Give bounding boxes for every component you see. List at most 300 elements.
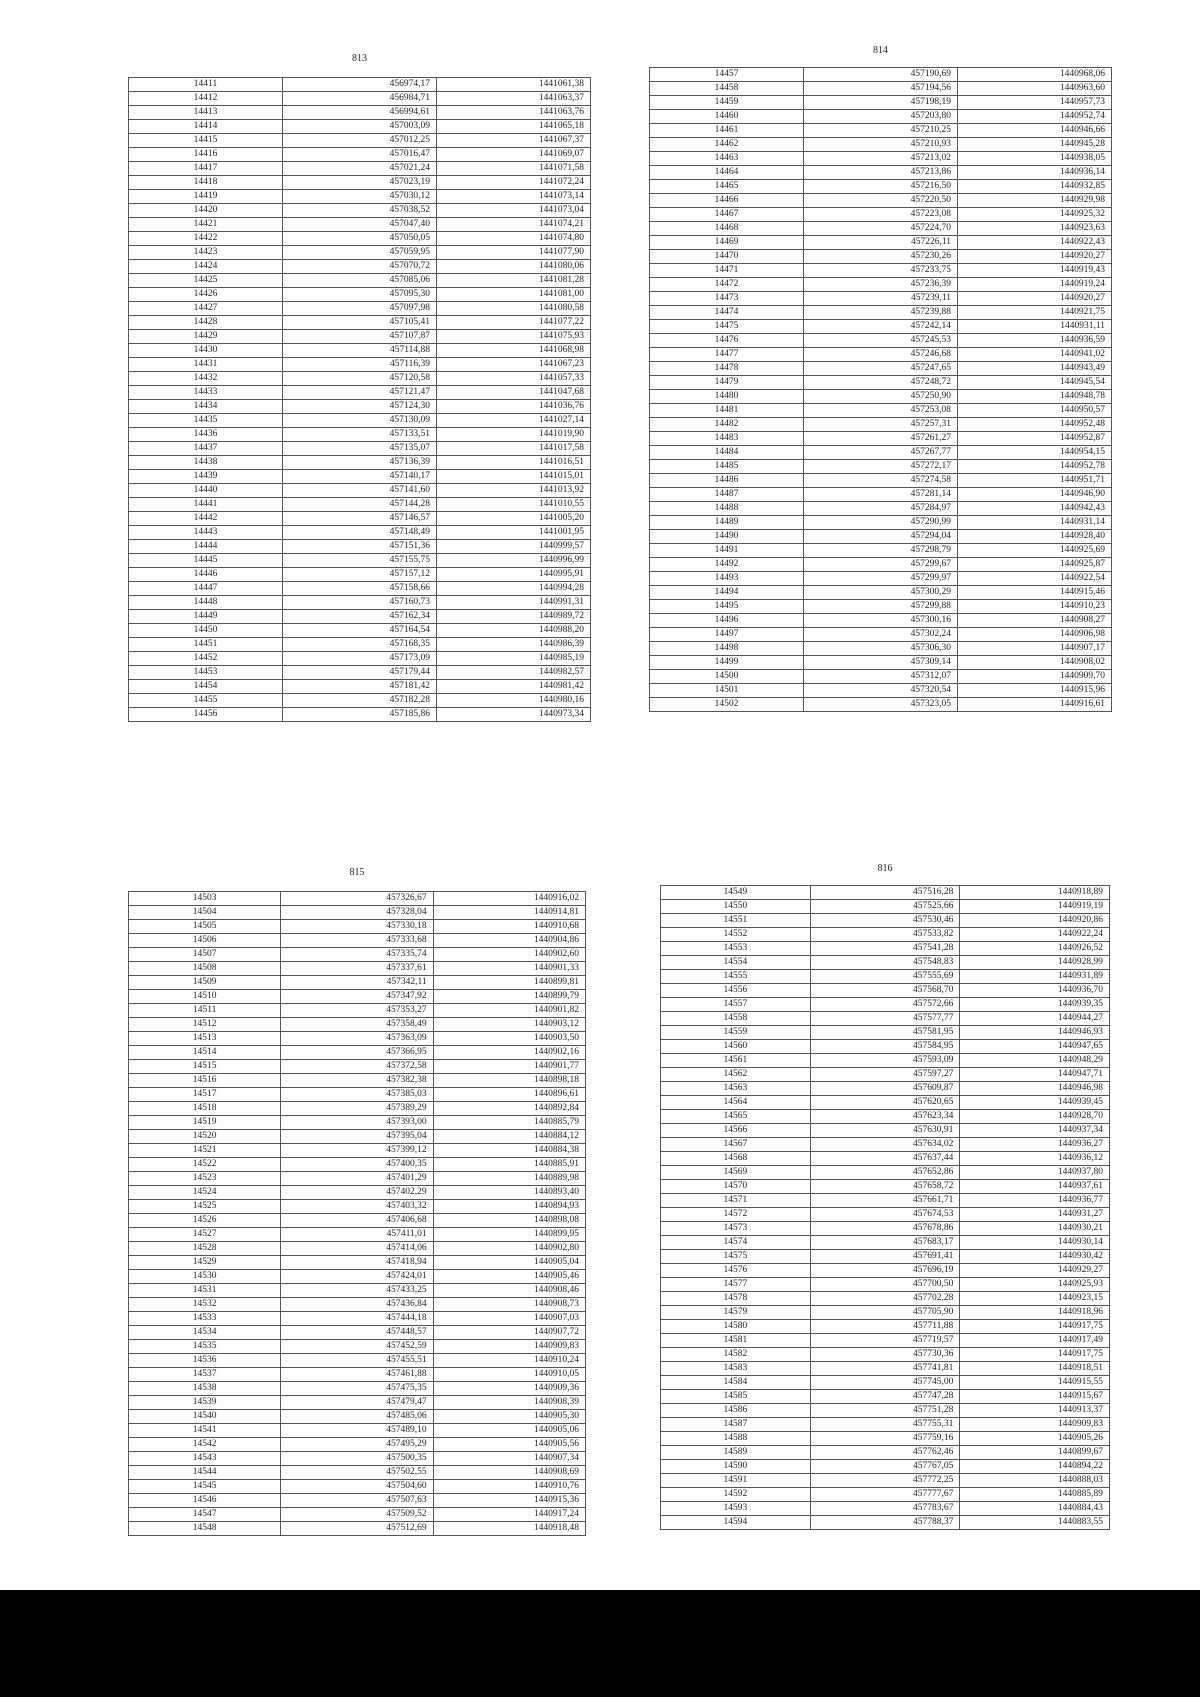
x-coordinate-cell: 457489,10 <box>281 1424 433 1438</box>
y-coordinate-cell: 1440906,98 <box>958 628 1112 642</box>
point-number-cell: 14562 <box>661 1068 811 1082</box>
y-coordinate-cell: 1440910,68 <box>433 920 585 934</box>
table-row <box>129 1424 586 1438</box>
y-coordinate-cell: 1440910,76 <box>433 1480 585 1494</box>
point-number-cell: 14476 <box>650 334 804 348</box>
point-number-cell: 14539 <box>129 1396 281 1410</box>
point-number-cell: 14575 <box>661 1250 811 1264</box>
x-coordinate-cell: 457223,08 <box>804 208 958 222</box>
y-coordinate-cell: 1440888,03 <box>960 1474 1110 1488</box>
y-coordinate-cell: 1440901,82 <box>433 1004 585 1018</box>
y-coordinate-cell: 1440902,80 <box>433 1242 585 1256</box>
point-number-cell: 14470 <box>650 250 804 264</box>
x-coordinate-cell: 457107,87 <box>283 330 437 344</box>
y-coordinate-cell: 1440938,05 <box>958 152 1112 166</box>
x-coordinate-cell: 456984,71 <box>283 92 437 106</box>
y-coordinate-cell: 1440928,99 <box>960 956 1110 970</box>
table-row <box>650 292 1112 306</box>
point-number-cell: 14502 <box>650 698 804 712</box>
point-number-cell: 14482 <box>650 418 804 432</box>
y-coordinate-cell: 1441061,38 <box>437 78 591 92</box>
y-coordinate-cell: 1440922,54 <box>958 572 1112 586</box>
point-number-cell: 14456 <box>129 708 283 722</box>
table-row <box>661 1040 1110 1054</box>
point-number-cell: 14537 <box>129 1368 281 1382</box>
table-row <box>661 1446 1110 1460</box>
y-coordinate-cell: 1441077,90 <box>437 246 591 260</box>
x-coordinate-cell: 457777,67 <box>810 1488 960 1502</box>
point-number-cell: 14431 <box>129 358 283 372</box>
y-coordinate-cell: 1440930,42 <box>960 1250 1110 1264</box>
y-coordinate-cell: 1440988,20 <box>437 624 591 638</box>
point-number-cell: 14454 <box>129 680 283 694</box>
x-coordinate-cell: 457516,28 <box>810 886 960 900</box>
point-number-cell: 14501 <box>650 684 804 698</box>
point-number-cell: 14588 <box>661 1432 811 1446</box>
x-coordinate-cell: 457233,75 <box>804 264 958 278</box>
y-coordinate-cell: 1440920,86 <box>960 914 1110 928</box>
table-row <box>129 414 591 428</box>
y-coordinate-cell: 1440994,28 <box>437 582 591 596</box>
y-coordinate-cell: 1440916,02 <box>433 892 585 906</box>
x-coordinate-cell: 457120,58 <box>283 372 437 386</box>
table-row <box>129 1494 586 1508</box>
table-row <box>661 1502 1110 1516</box>
point-number-cell: 14415 <box>129 134 283 148</box>
x-coordinate-cell: 457155,75 <box>283 554 437 568</box>
point-number-cell: 14540 <box>129 1410 281 1424</box>
point-number-cell: 14534 <box>129 1326 281 1340</box>
point-number-cell: 14434 <box>129 400 283 414</box>
table-row <box>661 1348 1110 1362</box>
point-number-cell: 14571 <box>661 1194 811 1208</box>
point-number-cell: 14467 <box>650 208 804 222</box>
table-row <box>661 1236 1110 1250</box>
table-row <box>661 1208 1110 1222</box>
table-row <box>661 942 1110 956</box>
point-number-cell: 14548 <box>129 1522 281 1536</box>
x-coordinate-cell: 457021,24 <box>283 162 437 176</box>
coordinates-table <box>649 67 1112 712</box>
x-coordinate-cell: 457213,02 <box>804 152 958 166</box>
x-coordinate-cell: 457335,74 <box>281 948 433 962</box>
table-row <box>650 474 1112 488</box>
y-coordinate-cell: 1441036,76 <box>437 400 591 414</box>
table-row <box>650 264 1112 278</box>
y-coordinate-cell: 1440985,19 <box>437 652 591 666</box>
point-number-cell: 14451 <box>129 638 283 652</box>
point-number-cell: 14542 <box>129 1438 281 1452</box>
table-row <box>650 390 1112 404</box>
x-coordinate-cell: 457658,72 <box>810 1180 960 1194</box>
x-coordinate-cell: 457402,29 <box>281 1186 433 1200</box>
table-row <box>661 956 1110 970</box>
table-row <box>129 624 591 638</box>
y-coordinate-cell: 1441027,14 <box>437 414 591 428</box>
table-row <box>129 1396 586 1410</box>
x-coordinate-cell: 457448,57 <box>281 1326 433 1340</box>
y-coordinate-cell: 1440999,57 <box>437 540 591 554</box>
table-row <box>661 1264 1110 1278</box>
y-coordinate-cell: 1440885,91 <box>433 1158 585 1172</box>
y-coordinate-cell: 1440996,99 <box>437 554 591 568</box>
x-coordinate-cell: 457294,04 <box>804 530 958 544</box>
table-row <box>129 134 591 148</box>
table-row <box>650 138 1112 152</box>
table-row <box>650 404 1112 418</box>
x-coordinate-cell: 457382,38 <box>281 1074 433 1088</box>
y-coordinate-cell: 1440918,51 <box>960 1362 1110 1376</box>
y-coordinate-cell: 1440884,12 <box>433 1130 585 1144</box>
table-row <box>129 1508 586 1522</box>
point-number-cell: 14570 <box>661 1180 811 1194</box>
point-number-cell: 14503 <box>129 892 281 906</box>
point-number-cell: 14500 <box>650 670 804 684</box>
point-number-cell: 14564 <box>661 1096 811 1110</box>
x-coordinate-cell: 457403,32 <box>281 1200 433 1214</box>
x-coordinate-cell: 457330,18 <box>281 920 433 934</box>
table-row <box>129 666 591 680</box>
point-number-cell: 14462 <box>650 138 804 152</box>
point-number-cell: 14483 <box>650 432 804 446</box>
x-coordinate-cell: 457299,97 <box>804 572 958 586</box>
x-coordinate-cell: 457512,69 <box>281 1522 433 1536</box>
x-coordinate-cell: 457326,67 <box>281 892 433 906</box>
x-coordinate-cell: 457509,52 <box>281 1508 433 1522</box>
table-row <box>661 1418 1110 1432</box>
y-coordinate-cell: 1440946,66 <box>958 124 1112 138</box>
point-number-cell: 14504 <box>129 906 281 920</box>
table-row <box>129 1466 586 1480</box>
point-number-cell: 14580 <box>661 1320 811 1334</box>
x-coordinate-cell: 457597,27 <box>810 1068 960 1082</box>
y-coordinate-cell: 1440899,95 <box>433 1228 585 1242</box>
y-coordinate-cell: 1440896,61 <box>433 1088 585 1102</box>
x-coordinate-cell: 457767,05 <box>810 1460 960 1474</box>
point-number-cell: 14533 <box>129 1312 281 1326</box>
x-coordinate-cell: 457333,68 <box>281 934 433 948</box>
x-coordinate-cell: 457652,86 <box>810 1166 960 1180</box>
x-coordinate-cell: 457220,50 <box>804 194 958 208</box>
table-row <box>129 1228 586 1242</box>
x-coordinate-cell: 457248,72 <box>804 376 958 390</box>
y-coordinate-cell: 1441005,20 <box>437 512 591 526</box>
point-number-cell: 14514 <box>129 1046 281 1060</box>
table-row <box>661 1516 1110 1530</box>
point-number-cell: 14544 <box>129 1466 281 1480</box>
point-number-cell: 14458 <box>650 82 804 96</box>
table-row <box>129 92 591 106</box>
x-coordinate-cell: 457312,07 <box>804 670 958 684</box>
x-coordinate-cell: 457157,12 <box>283 568 437 582</box>
table-row <box>650 208 1112 222</box>
point-number-cell: 14459 <box>650 96 804 110</box>
table-row <box>129 78 591 92</box>
point-number-cell: 14496 <box>650 614 804 628</box>
table-row <box>129 260 591 274</box>
table-row <box>661 1222 1110 1236</box>
x-coordinate-cell: 457418,94 <box>281 1256 433 1270</box>
x-coordinate-cell: 457609,87 <box>810 1082 960 1096</box>
x-coordinate-cell: 457190,69 <box>804 68 958 82</box>
y-coordinate-cell: 1440931,89 <box>960 970 1110 984</box>
x-coordinate-cell: 457097,98 <box>283 302 437 316</box>
table-row <box>129 596 591 610</box>
point-number-cell: 14421 <box>129 218 283 232</box>
point-number-cell: 14447 <box>129 582 283 596</box>
point-number-cell: 14531 <box>129 1284 281 1298</box>
x-coordinate-cell: 457003,09 <box>283 120 437 134</box>
y-coordinate-cell: 1441063,76 <box>437 106 591 120</box>
table-row <box>650 96 1112 110</box>
y-coordinate-cell: 1440954,15 <box>958 446 1112 460</box>
x-coordinate-cell: 457593,09 <box>810 1054 960 1068</box>
x-coordinate-cell: 457541,28 <box>810 942 960 956</box>
x-coordinate-cell: 457507,63 <box>281 1494 433 1508</box>
table-row <box>650 446 1112 460</box>
x-coordinate-cell: 457358,49 <box>281 1018 433 1032</box>
point-number-cell: 14521 <box>129 1144 281 1158</box>
point-number-cell: 14452 <box>129 652 283 666</box>
table-row <box>129 120 591 134</box>
x-coordinate-cell: 457247,65 <box>804 362 958 376</box>
x-coordinate-cell: 457181,42 <box>283 680 437 694</box>
table-row <box>129 554 591 568</box>
x-coordinate-cell: 457353,27 <box>281 1004 433 1018</box>
y-coordinate-cell: 1440925,93 <box>960 1278 1110 1292</box>
point-number-cell: 14439 <box>129 470 283 484</box>
y-coordinate-cell: 1440925,87 <box>958 558 1112 572</box>
table-row <box>129 1158 586 1172</box>
table-row <box>650 600 1112 614</box>
x-coordinate-cell: 457203,80 <box>804 110 958 124</box>
x-coordinate-cell: 457702,28 <box>810 1292 960 1306</box>
y-coordinate-cell: 1441001,95 <box>437 526 591 540</box>
table-row <box>129 246 591 260</box>
y-coordinate-cell: 1440908,27 <box>958 614 1112 628</box>
table-row <box>661 1096 1110 1110</box>
table-row <box>650 544 1112 558</box>
point-number-cell: 14506 <box>129 934 281 948</box>
table-row <box>129 218 591 232</box>
table-row <box>129 1284 586 1298</box>
point-number-cell: 14463 <box>650 152 804 166</box>
point-number-cell: 14508 <box>129 962 281 976</box>
table-row <box>650 698 1112 712</box>
x-coordinate-cell: 457281,14 <box>804 488 958 502</box>
point-number-cell: 14585 <box>661 1390 811 1404</box>
y-coordinate-cell: 1440943,49 <box>958 362 1112 376</box>
point-number-cell: 14416 <box>129 148 283 162</box>
table-row <box>650 110 1112 124</box>
y-coordinate-cell: 1440952,74 <box>958 110 1112 124</box>
table-row <box>129 1200 586 1214</box>
point-number-cell: 14450 <box>129 624 283 638</box>
x-coordinate-cell: 457461,88 <box>281 1368 433 1382</box>
y-coordinate-cell: 1440910,05 <box>433 1368 585 1382</box>
table-row <box>129 106 591 120</box>
x-coordinate-cell: 457185,86 <box>283 708 437 722</box>
y-coordinate-cell: 1440936,59 <box>958 334 1112 348</box>
point-number-cell: 14524 <box>129 1186 281 1200</box>
x-coordinate-cell: 457730,36 <box>810 1348 960 1362</box>
point-number-cell: 14512 <box>129 1018 281 1032</box>
point-number-cell: 14550 <box>661 900 811 914</box>
point-number-cell: 14427 <box>129 302 283 316</box>
x-coordinate-cell: 457751,28 <box>810 1404 960 1418</box>
point-number-cell: 14556 <box>661 984 811 998</box>
y-coordinate-cell: 1440883,55 <box>960 1516 1110 1530</box>
table-row <box>650 614 1112 628</box>
point-number-cell: 14547 <box>129 1508 281 1522</box>
y-coordinate-cell: 1440903,12 <box>433 1018 585 1032</box>
y-coordinate-cell: 1441063,37 <box>437 92 591 106</box>
point-number-cell: 14469 <box>650 236 804 250</box>
y-coordinate-cell: 1440952,78 <box>958 460 1112 474</box>
table-row <box>661 1194 1110 1208</box>
table-row <box>661 1460 1110 1474</box>
x-coordinate-cell: 457070,72 <box>283 260 437 274</box>
point-number-cell: 14577 <box>661 1278 811 1292</box>
y-coordinate-cell: 1441010,55 <box>437 498 591 512</box>
table-row <box>661 1278 1110 1292</box>
point-number-cell: 14573 <box>661 1222 811 1236</box>
table-row <box>661 1376 1110 1390</box>
table-row <box>129 1088 586 1102</box>
x-coordinate-cell: 457047,40 <box>283 218 437 232</box>
table-row <box>661 914 1110 928</box>
point-number-cell: 14507 <box>129 948 281 962</box>
y-coordinate-cell: 1441081,00 <box>437 288 591 302</box>
point-number-cell: 14466 <box>650 194 804 208</box>
point-number-cell: 14443 <box>129 526 283 540</box>
x-coordinate-cell: 457012,25 <box>283 134 437 148</box>
x-coordinate-cell: 457637,44 <box>810 1152 960 1166</box>
point-number-cell: 14485 <box>650 460 804 474</box>
x-coordinate-cell: 457389,29 <box>281 1102 433 1116</box>
x-coordinate-cell: 457300,16 <box>804 614 958 628</box>
x-coordinate-cell: 457406,68 <box>281 1214 433 1228</box>
y-coordinate-cell: 1441074,80 <box>437 232 591 246</box>
point-number-cell: 14445 <box>129 554 283 568</box>
table-row <box>661 1152 1110 1166</box>
x-coordinate-cell: 457691,41 <box>810 1250 960 1264</box>
y-coordinate-cell: 1440946,90 <box>958 488 1112 502</box>
table-row <box>661 900 1110 914</box>
y-coordinate-cell: 1441071,58 <box>437 162 591 176</box>
y-coordinate-cell: 1441073,14 <box>437 190 591 204</box>
y-coordinate-cell: 1440980,16 <box>437 694 591 708</box>
x-coordinate-cell: 457162,34 <box>283 610 437 624</box>
table-row <box>129 204 591 218</box>
y-coordinate-cell: 1440929,27 <box>960 1264 1110 1278</box>
y-coordinate-cell: 1440922,24 <box>960 928 1110 942</box>
point-number-cell: 14520 <box>129 1130 281 1144</box>
page-number: 814 <box>873 45 888 56</box>
point-number-cell: 14453 <box>129 666 283 680</box>
y-coordinate-cell: 1440894,93 <box>433 1200 585 1214</box>
x-coordinate-cell: 457160,73 <box>283 596 437 610</box>
table-row <box>650 572 1112 586</box>
x-coordinate-cell: 457210,93 <box>804 138 958 152</box>
table-row <box>129 1312 586 1326</box>
x-coordinate-cell: 457674,53 <box>810 1208 960 1222</box>
point-number-cell: 14574 <box>661 1236 811 1250</box>
y-coordinate-cell: 1440915,46 <box>958 586 1112 600</box>
y-coordinate-cell: 1440926,52 <box>960 942 1110 956</box>
point-number-cell: 14555 <box>661 970 811 984</box>
x-coordinate-cell: 457500,35 <box>281 1452 433 1466</box>
point-number-cell: 14526 <box>129 1214 281 1228</box>
x-coordinate-cell: 457179,44 <box>283 666 437 680</box>
point-number-cell: 14489 <box>650 516 804 530</box>
table-row <box>129 1452 586 1466</box>
table-row <box>129 316 591 330</box>
table-row <box>650 334 1112 348</box>
table-row <box>129 190 591 204</box>
point-number-cell: 14593 <box>661 1502 811 1516</box>
x-coordinate-cell: 457151,36 <box>283 540 437 554</box>
table-row <box>650 250 1112 264</box>
table-row <box>650 432 1112 446</box>
x-coordinate-cell: 457173,09 <box>283 652 437 666</box>
x-coordinate-cell: 457141,60 <box>283 484 437 498</box>
table-row <box>129 1354 586 1368</box>
x-coordinate-cell: 457016,47 <box>283 148 437 162</box>
y-coordinate-cell: 1440908,46 <box>433 1284 585 1298</box>
point-number-cell: 14488 <box>650 502 804 516</box>
table-row <box>129 948 586 962</box>
y-coordinate-cell: 1440898,18 <box>433 1074 585 1088</box>
point-number-cell: 14581 <box>661 1334 811 1348</box>
x-coordinate-cell: 457124,30 <box>283 400 437 414</box>
point-number-cell: 14480 <box>650 390 804 404</box>
y-coordinate-cell: 1440908,69 <box>433 1466 585 1480</box>
table-row <box>650 152 1112 166</box>
x-coordinate-cell: 457696,19 <box>810 1264 960 1278</box>
y-coordinate-cell: 1440991,31 <box>437 596 591 610</box>
y-coordinate-cell: 1440898,08 <box>433 1214 585 1228</box>
table-row <box>661 1432 1110 1446</box>
x-coordinate-cell: 457038,52 <box>283 204 437 218</box>
point-number-cell: 14412 <box>129 92 283 106</box>
table-row <box>661 1124 1110 1138</box>
point-number-cell: 14472 <box>650 278 804 292</box>
x-coordinate-cell: 457568,70 <box>810 984 960 998</box>
y-coordinate-cell: 1440921,75 <box>958 306 1112 320</box>
y-coordinate-cell: 1440923,15 <box>960 1292 1110 1306</box>
x-coordinate-cell: 457246,68 <box>804 348 958 362</box>
table-row <box>650 236 1112 250</box>
point-number-cell: 14425 <box>129 274 283 288</box>
table-row <box>661 1474 1110 1488</box>
x-coordinate-cell: 457762,46 <box>810 1446 960 1460</box>
x-coordinate-cell: 456974,17 <box>283 78 437 92</box>
table-row <box>129 906 586 920</box>
x-coordinate-cell: 457299,88 <box>804 600 958 614</box>
y-coordinate-cell: 1440899,79 <box>433 990 585 1004</box>
point-number-cell: 14432 <box>129 372 283 386</box>
y-coordinate-cell: 1440899,81 <box>433 976 585 990</box>
table-row <box>129 330 591 344</box>
x-coordinate-cell: 457705,90 <box>810 1306 960 1320</box>
x-coordinate-cell: 457533,82 <box>810 928 960 942</box>
y-coordinate-cell: 1440918,48 <box>433 1522 585 1536</box>
x-coordinate-cell: 457121,47 <box>283 386 437 400</box>
x-coordinate-cell: 457267,77 <box>804 446 958 460</box>
point-number-cell: 14594 <box>661 1516 811 1530</box>
table-row <box>129 934 586 948</box>
